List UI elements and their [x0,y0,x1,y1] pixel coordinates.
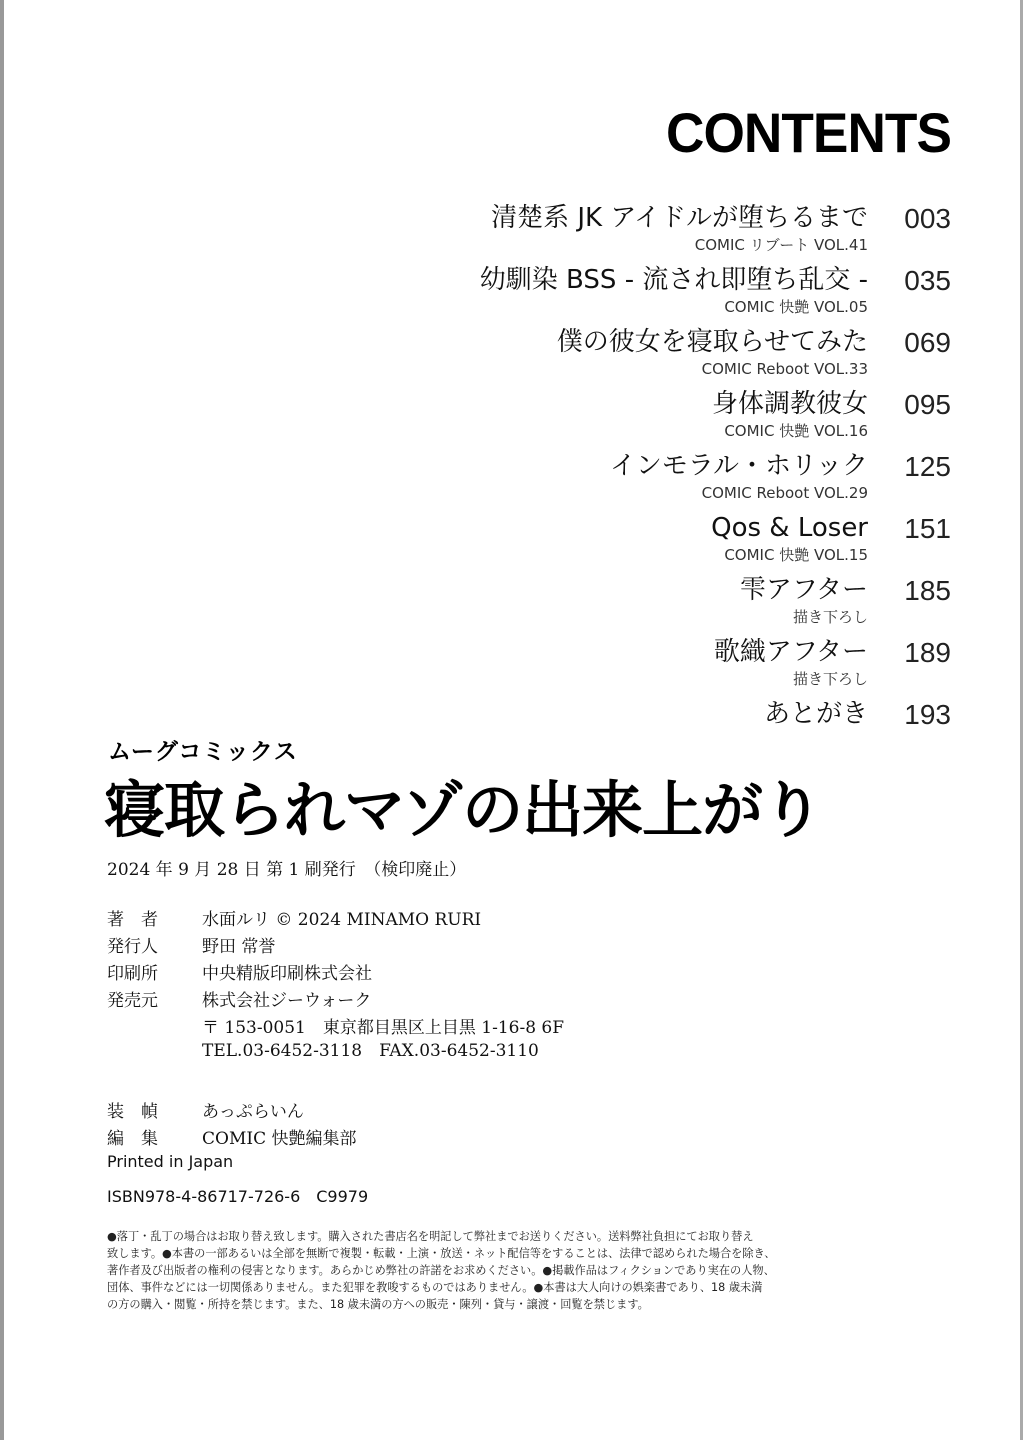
credit-value: 水面ルリ © 2024 MINAMO RURI [202,910,482,930]
toc-title: 雫アフター [739,575,868,605]
toc-title: インモラル・ホリック [609,451,868,481]
notice-line: ●落丁・乱丁の場合はお取り替え致します。購入された書店名を明記して弊社までお送りください。送料弊社負担にてお取り替え [107,1230,754,1243]
publisher-address: 〒 153-0051 東京都目黒区上目黒 1-16-8 6F [202,1018,565,1038]
publisher-phone: TEL.03-6452-3118 FAX.03-6452-3110 [202,1041,539,1061]
notice-line: の方の購入・閲覧・所持を禁じます。また、18 歳未満の方への販売・陳列・貸与・譲渡・回覧を禁じます。 [107,1298,649,1311]
credit-label: 発行人 [107,937,158,957]
book-title: 寝取られマゾの出来上がり [104,775,823,846]
toc-title: 清楚系 JK アイドルが堕ちるまで [491,203,868,233]
contents-heading: CONTENTS [666,101,951,164]
toc-entry[interactable] [391,632,951,694]
credit-label: 装 幀 [107,1102,158,1122]
toc-entry[interactable] [391,260,951,322]
credit-value: 野田 常誉 [202,937,276,957]
toc-entry[interactable] [391,694,951,756]
toc-source: COMIC リブート VOL.41 [694,236,868,254]
toc-page-number: 151 [904,513,951,544]
credit-value: 中央精版印刷株式会社 [202,964,372,984]
isbn: ISBN978-4-86717-726-6 C9979 [107,1187,369,1206]
toc-source: COMIC 快艶 VOL.15 [724,546,868,564]
imprint-label: ムーグコミックス [108,739,298,765]
toc-page-number: 189 [904,637,951,668]
credit-value: 株式会社ジーウォーク [202,991,372,1011]
credit-label: 発売元 [107,991,158,1011]
publication-date: 2024 年 9 月 28 日 第 1 刷発行 （検印廃止） [107,860,467,880]
toc-source: COMIC Reboot VOL.29 [701,484,868,502]
toc-source: 描き下ろし [792,608,868,626]
toc-title: 僕の彼女を寝取らせてみた [556,327,868,357]
toc-source: COMIC Reboot VOL.33 [701,360,868,378]
credit-label: 印刷所 [107,964,158,984]
notice-line: 団体、事件などには一切関係ありません。また犯罪を教唆するものではありません。●本書は大人向けの娯楽書であり、18 歳未満 [107,1281,763,1294]
toc-source: 描き下ろし [792,670,868,688]
credit-value: COMIC 快艶編集部 [202,1129,357,1149]
toc-entry[interactable] [391,570,951,632]
credit-label: 編 集 [107,1129,158,1149]
toc-title: 幼馴染 BSS - 流され即堕ち乱交 - [479,265,868,295]
toc-page-number: 125 [904,451,951,482]
toc-page-number: 185 [904,575,951,606]
toc-title: 歌織アフター [713,637,868,667]
toc-page-number: 069 [904,327,951,358]
toc-title: 身体調教彼女 [711,389,868,419]
toc-page-number: 035 [904,265,951,296]
toc-source: COMIC 快艶 VOL.05 [724,298,868,316]
toc-entry[interactable] [391,384,951,446]
notice-line: 著作者及び出版者の権利の侵害となります。あらかじめ弊社の許諾をお求めください。●掲載作品はフィクションであり実在の人物、 [107,1264,775,1277]
toc-page-number: 095 [904,389,951,420]
credit-value: あっぷらいん [202,1102,304,1122]
printed-in: Printed in Japan [107,1152,234,1171]
toc-entry[interactable] [391,508,951,570]
toc-source: COMIC 快艶 VOL.16 [724,422,868,440]
toc-entry[interactable] [391,198,951,260]
toc-title: あとがき [763,699,868,729]
table-of-contents [391,198,951,756]
toc-title: Qos & Loser [711,513,868,543]
legal-notice [107,1228,787,1313]
toc-entry[interactable] [391,322,951,384]
toc-page-number: 003 [904,203,951,234]
toc-entry[interactable] [391,446,951,508]
credit-label: 著 者 [107,910,158,930]
toc-page-number: 193 [904,699,951,730]
notice-line: 致します。●本書の一部あるいは全部を無断で複製・転載・上演・放送・ネット配信等をすることは、法律で認められた場合を除き、 [107,1247,776,1260]
